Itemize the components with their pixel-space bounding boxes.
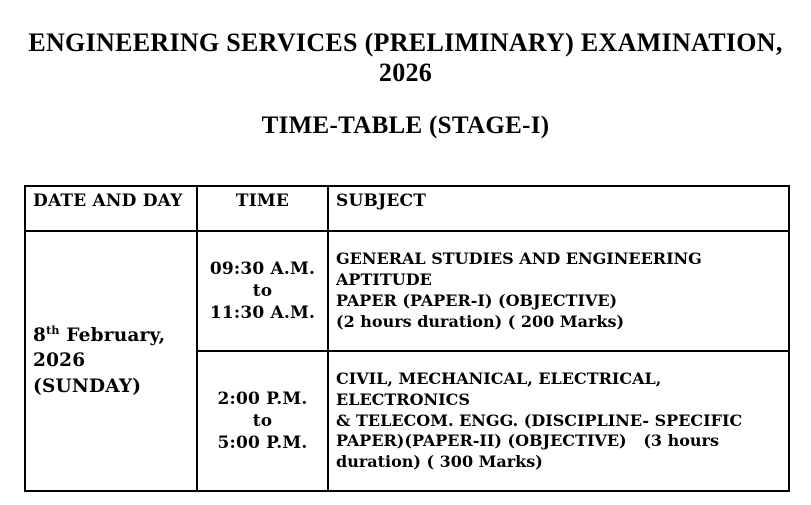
- subject-line: PAPER)(PAPER-II) (OBJECTIVE) (3 hours: [336, 431, 719, 451]
- time-connector: to: [252, 410, 273, 431]
- column-header-subject: SUBJECT: [328, 186, 789, 231]
- time-connector: to: [252, 280, 273, 301]
- date-day-number: 8: [33, 324, 47, 346]
- subject-cell-paper-2: [328, 351, 789, 491]
- date-cell: [25, 231, 197, 491]
- page-title: ENGINEERING SERVICES (PRELIMINARY) EXAMINATION, 2026: [28, 28, 783, 87]
- table-header-row: [25, 186, 789, 231]
- subject-line: & TELECOM. ENGG. (DISCIPLINE- SPECIFIC: [336, 410, 743, 430]
- date-year-and-day: 2026 (SUNDAY): [33, 350, 142, 397]
- time-cell-morning: [197, 231, 328, 351]
- subject-line: duration) ( 300 Marks): [336, 452, 543, 472]
- time-end: 11:30 A.M.: [209, 303, 316, 324]
- date-ordinal-suffix: th: [46, 323, 60, 337]
- page-subtitle: TIME-TABLE (STAGE-I): [261, 112, 550, 139]
- time-end: 5:00 P.M.: [217, 433, 308, 454]
- subject-line: (2 hours duration) ( 200 Marks): [336, 311, 625, 331]
- time-cell-afternoon: [197, 351, 328, 491]
- time-start: 09:30 A.M.: [209, 258, 316, 279]
- column-header-time: TIME: [197, 186, 328, 231]
- subject-line: CIVIL, MECHANICAL, ELECTRICAL, ELECTRONICS: [336, 368, 667, 409]
- time-start: 2:00 P.M.: [217, 388, 308, 409]
- table-row-morning-session: [25, 231, 789, 351]
- column-header-date-and-day: DATE AND DAY: [25, 186, 197, 231]
- subject-cell-paper-1: [328, 231, 789, 351]
- subject-line: GENERAL STUDIES AND ENGINEERING APTITUDE: [336, 249, 708, 290]
- date-month: February,: [59, 324, 166, 346]
- subject-line: PAPER (PAPER-I) (OBJECTIVE): [336, 291, 618, 310]
- timetable: [24, 185, 790, 492]
